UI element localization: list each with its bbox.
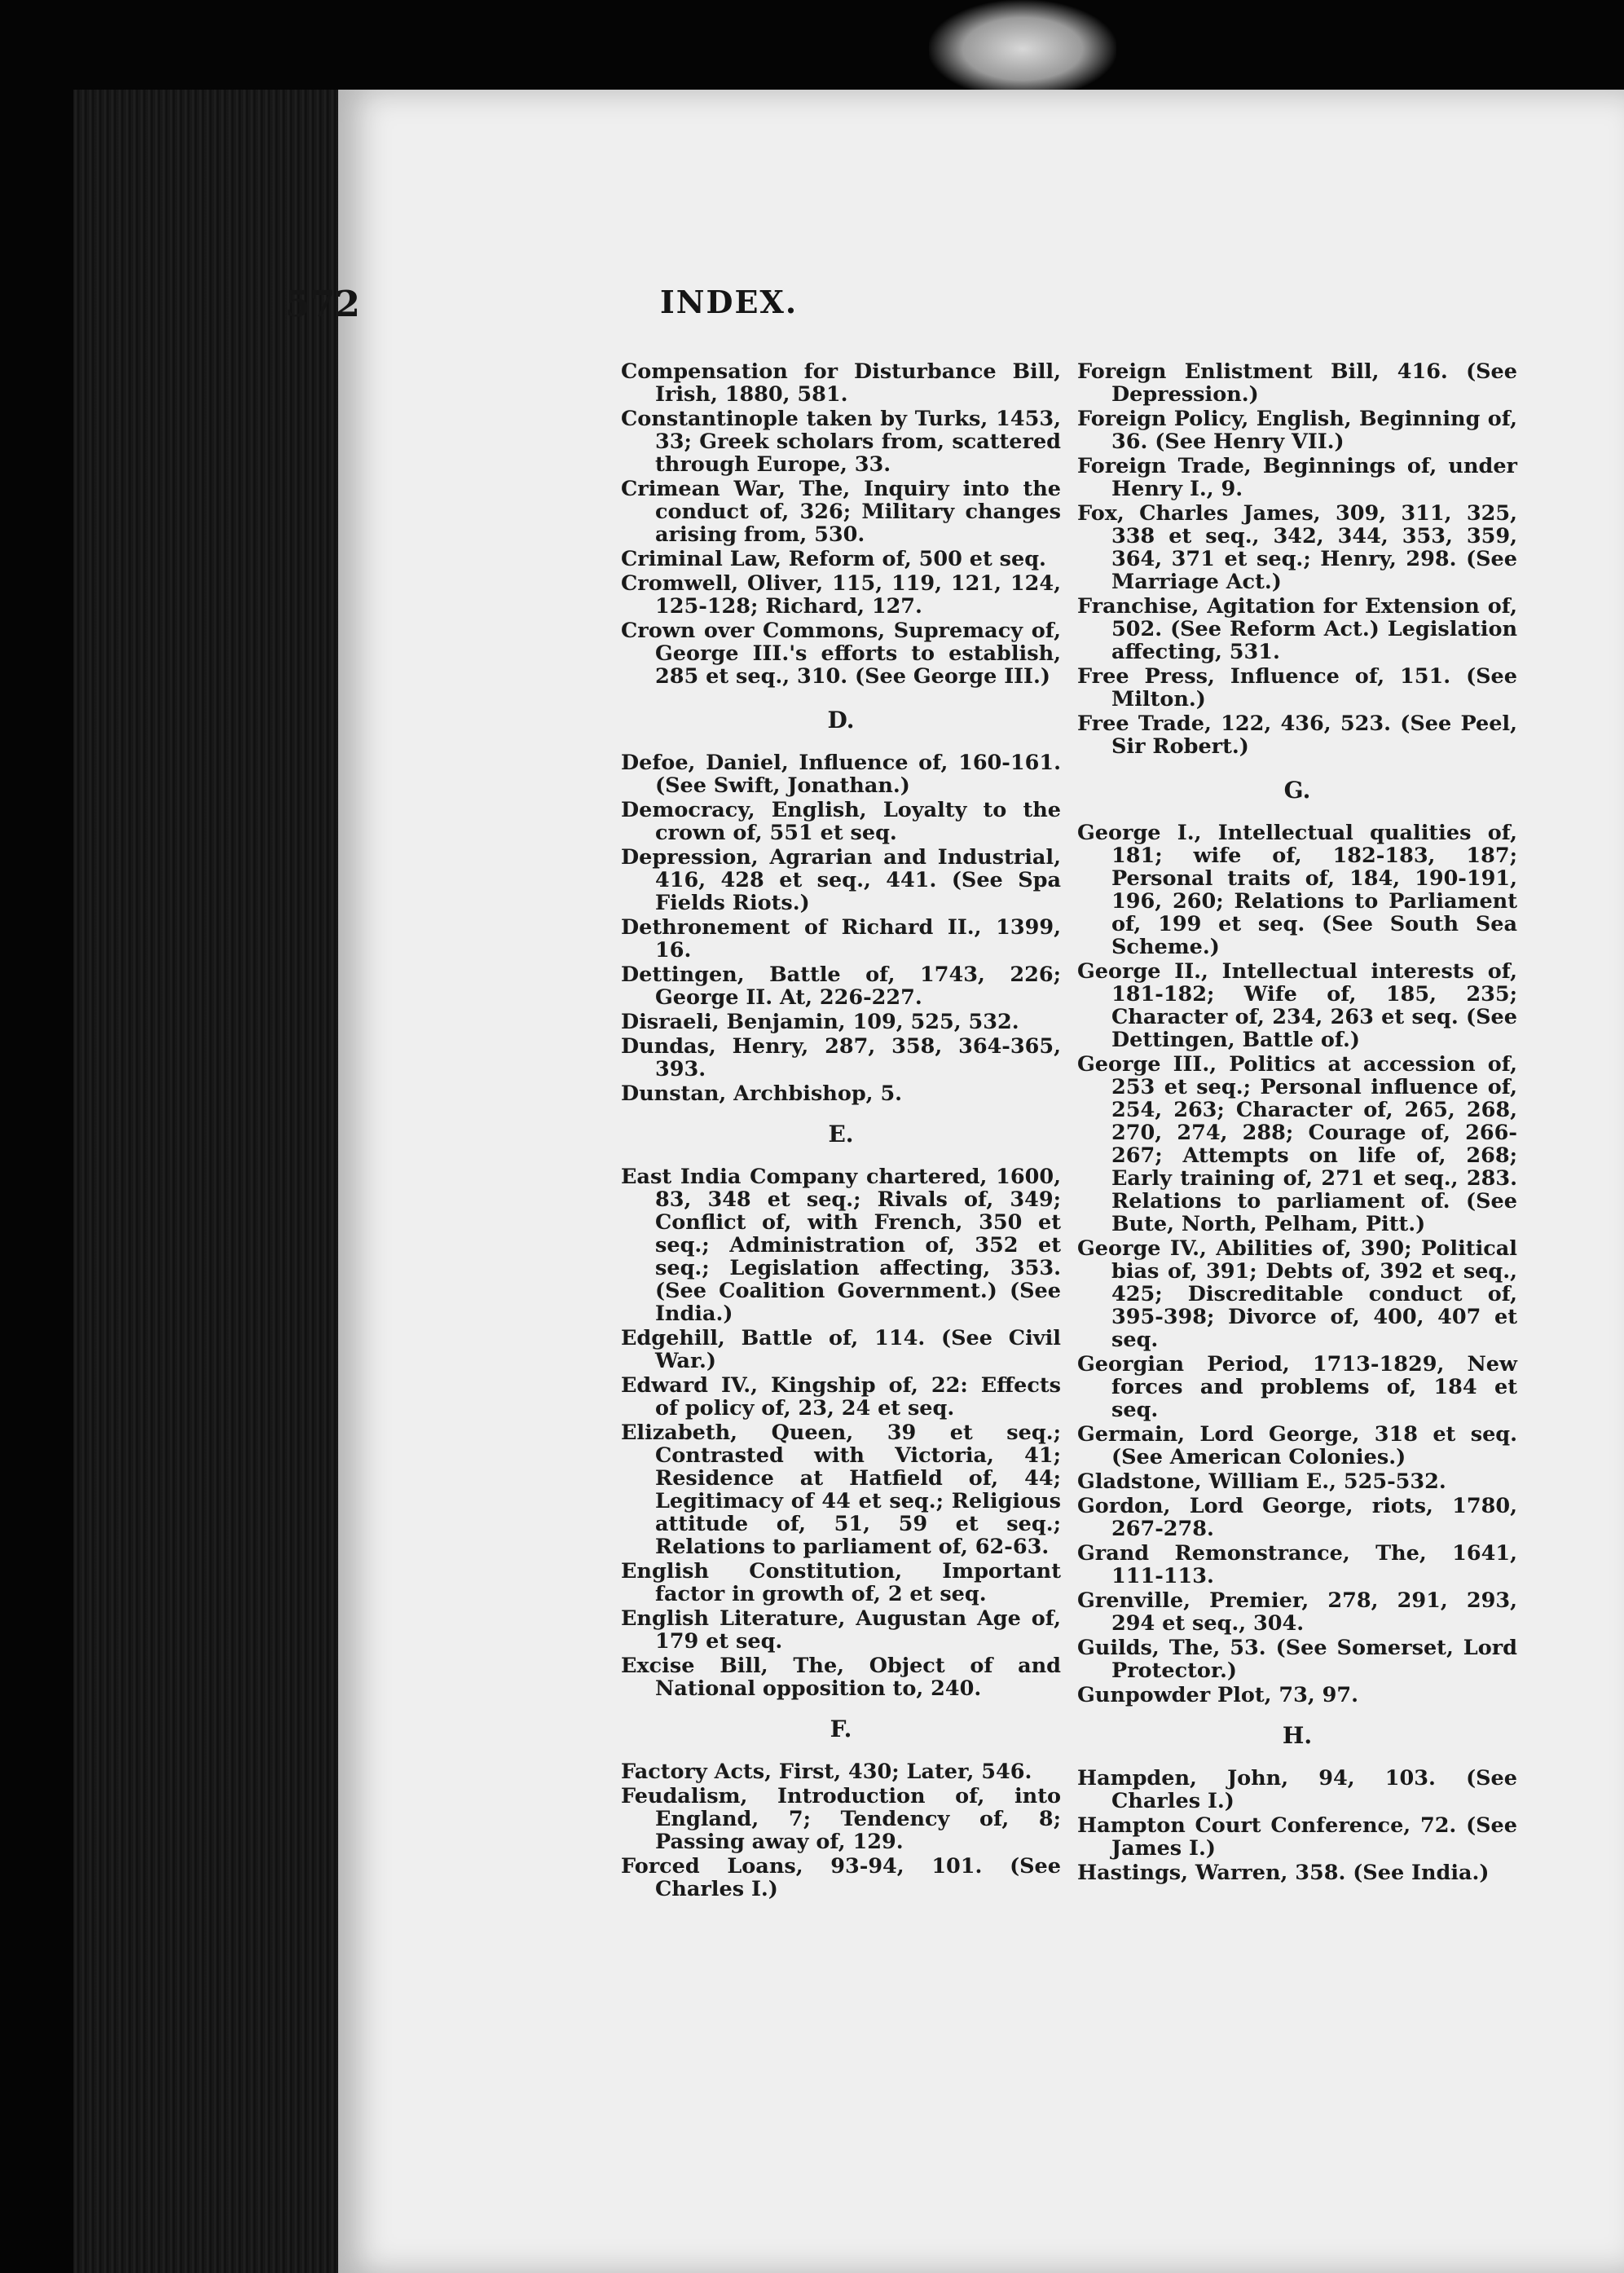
index-entry: Hastings, Warren, 358. (See India.) (1077, 1861, 1490, 1885)
index-entry: Defoe, Daniel, Influence of, 160-161. (See Swift, Jonathan.) (621, 751, 1061, 798)
index-entry: Depression, Agrarian and Industrial, 416, 428 et seq., 441. (See Spa Fields Riots.) (621, 845, 1061, 915)
index-column-left (621, 360, 1061, 1902)
index-entry: Germain, Lord George, 318 et seq. (See American Colonies.) (1077, 1422, 1517, 1469)
index-entry: Free Trade, 122, 436, 523. (See Peel, Sir Robert.) (1077, 711, 1517, 759)
index-entry: Grand Remonstrance, The, 1641, 111-113. (1077, 1541, 1517, 1588)
page-number: 572 (285, 284, 360, 325)
index-entry: Dundas, Henry, 287, 358, 364-365, 393. (621, 1034, 1061, 1081)
index-entry: Cromwell, Oliver, 115, 119, 121, 124, 125-128; Richard, 127. (621, 571, 1061, 619)
index-entry: Feudalism, Introduction of, into England, 7; Tendency of, 8; Passing away of, 129. (621, 1784, 1061, 1854)
index-entry: Hampden, John, 94, 103. (See Charles I.) (1077, 1766, 1517, 1813)
index-entry: Hampton Court Conference, 72. (See James I.) (1077, 1813, 1517, 1861)
index-entry: Gordon, Lord George, riots, 1780, 267-278. (1077, 1494, 1517, 1541)
index-entry: George III., Politics at accession of, 253 et seq.; Personal influence of, 254, 263; Character of, 265, 268, 270, 274, 288; Courage of, 266-267; Attempts on life of, 268; Early training of, 271 et seq., 283. Relations to parliament of. (See Bute, North, Pelham, Pitt.) (1077, 1052, 1517, 1236)
index-entry: Dethronement of Richard II., 1399, 16. (621, 915, 1061, 963)
index-entry: Forced Loans, 93-94, 101. (See Charles I.) (621, 1854, 1061, 1901)
index-entry: Georgian Period, 1713-1829, New forces and problems of, 184 et seq. (1077, 1352, 1517, 1422)
index-entry: George IV., Abilities of, 390; Political bias of, 391; Debts of, 392 et seq., 425; Discreditable conduct of, 395-398; Divorce of, 400, 407 et seq. (1077, 1236, 1517, 1352)
index-entry: George I., Intellectual qualities of, 181; wife of, 182-183, 187; Personal traits of, 184, 190-191, 196, 260; Relations to Parliament of, 199 et seq. (See South Sea Scheme.) (1077, 821, 1517, 959)
index-entry: Crown over Commons, Supremacy of, George III.'s efforts to establish, 285 et seq., 310. (See George III.) (621, 619, 1061, 689)
index-section-heading: F. (830, 1716, 852, 1742)
index-entry: Foreign Policy, English, Beginning of, 36. (See Henry VII.) (1077, 407, 1517, 454)
index-entry: Franchise, Agitation for Extension of, 502. (See Reform Act.) Legislation affecting, 531. (1077, 594, 1517, 664)
index-entry: Dunstan, Archbishop, 5. (621, 1081, 903, 1106)
index-entry: Criminal Law, Reform of, 500 et seq. (621, 547, 1046, 571)
index-entry: Constantinople taken by Turks, 1453, 33; Greek scholars from, scattered through Europe, 33. (621, 407, 1061, 477)
index-section-heading: E. (828, 1121, 854, 1148)
page-header (285, 284, 1141, 341)
index-entry: Disraeli, Benjamin, 109, 525, 532. (621, 1010, 1019, 1034)
index-entry: Gladstone, William E., 525-532. (1077, 1469, 1446, 1494)
index-entry: Democracy, English, Loyalty to the crown of, 551 et seq. (621, 798, 1061, 845)
index-entry: English Literature, Augustan Age of, 179 et seq. (621, 1606, 1061, 1654)
index-entry: Edgehill, Battle of, 114. (See Civil War.) (621, 1326, 1061, 1373)
index-section-heading: D. (827, 707, 855, 733)
scan-artifact (929, 0, 1116, 98)
page-title: INDEX. (660, 284, 799, 320)
index-entry: Free Press, Influence of, 151. (See Milton.) (1077, 664, 1517, 711)
index-section-heading: H. (1282, 1722, 1313, 1749)
index-entry: Fox, Charles James, 309, 311, 325, 338 et seq., 342, 344, 353, 359, 364, 371 et seq.; Henry, 298. (See Marriage Act.) (1077, 501, 1517, 594)
index-entry: Elizabeth, Queen, 39 et seq.; Contrasted with Victoria, 41; Residence at Hatfield of, 44; Legitimacy of 44 et seq.; Religious attitude of, 51, 59 et seq.; Relations to parliament of, 62-63. (621, 1421, 1061, 1559)
index-entry: George II., Intellectual interests of, 181-182; Wife of, 185, 235; Character of, 234, 263 et seq. (See Dettingen, Battle of.) (1077, 959, 1517, 1052)
index-entry: East India Company chartered, 1600, 83, 348 et seq.; Rivals of, 349; Conflict of, with French, 350 et seq.; Administration of, 352 et seq.; Legislation affecting, 353. (See Coalition Government.) (See India.) (621, 1165, 1061, 1326)
index-entry: Grenville, Premier, 278, 291, 293, 294 et seq., 304. (1077, 1588, 1517, 1636)
index-entry: Foreign Enlistment Bill, 416. (See Depression.) (1077, 359, 1517, 407)
index-entry: Edward IV., Kingship of, 22: Effects of policy of, 23, 24 et seq. (621, 1373, 1061, 1421)
index-entry: Compensation for Disturbance Bill, Irish, 1880, 581. (621, 359, 1061, 407)
index-entry: Crimean War, The, Inquiry into the conduct of, 326; Military changes arising from, 530. (621, 477, 1061, 547)
index-entry: Guilds, The, 53. (See Somerset, Lord Protector.) (1077, 1636, 1517, 1683)
index-column-right (1077, 360, 1517, 1886)
index-section-heading: G. (1283, 777, 1311, 804)
index-entry: Dettingen, Battle of, 1743, 226; George II. At, 226-227. (621, 963, 1061, 1010)
index-entry: English Constitution, Important factor in growth of, 2 et seq. (621, 1559, 1061, 1606)
index-entry: Excise Bill, The, Object of and National opposition to, 240. (621, 1654, 1061, 1701)
index-entry: Gunpowder Plot, 73, 97. (1077, 1683, 1359, 1707)
index-entry: Foreign Trade, Beginnings of, under Henry I., 9. (1077, 454, 1517, 501)
index-entry: Factory Acts, First, 430; Later, 546. (621, 1760, 1032, 1784)
